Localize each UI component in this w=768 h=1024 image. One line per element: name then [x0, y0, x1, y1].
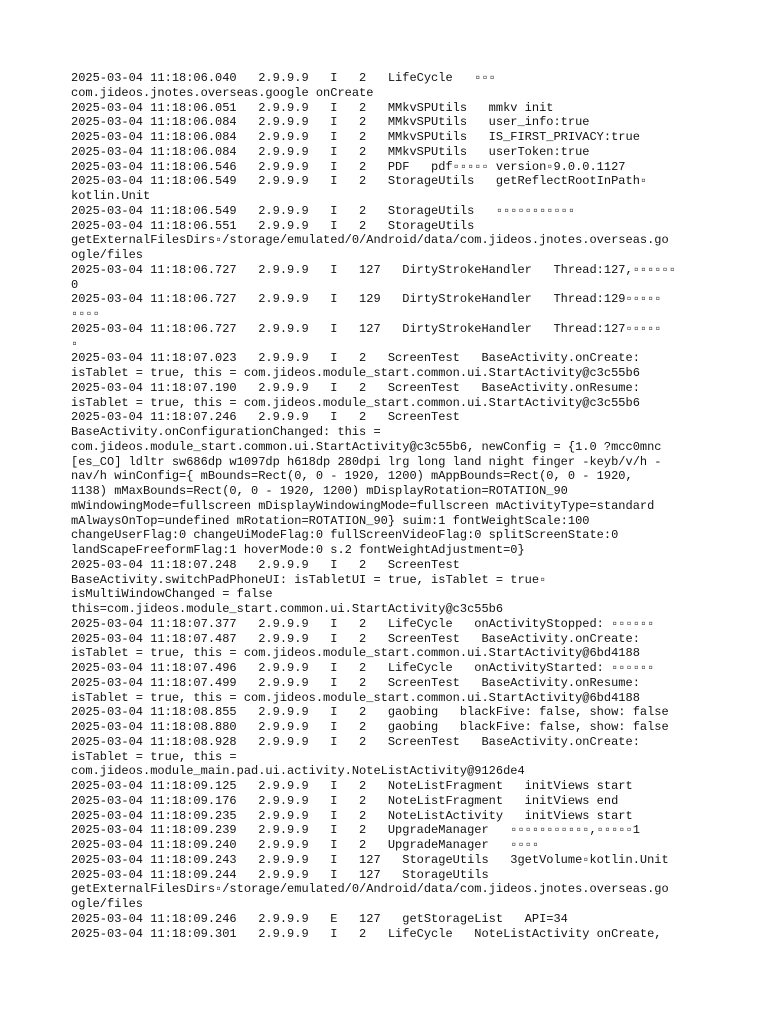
log-entry: 2025-03-04 11:18:09.246 2.9.9.9 E 127 getStorageList API=34	[71, 911, 568, 926]
log-entry: 2025-03-04 11:18:08.855 2.9.9.9 I 2 gaobing blackFive: false, show: false	[71, 705, 669, 720]
log-entry: 2025-03-04 11:18:09.240 2.9.9.9 I 2 UpgradeManager ▫▫▫▫	[71, 838, 540, 852]
log-entry: 2025-03-04 11:18:09.239 2.9.9.9 I 2 UpgradeManager ▫▫▫▫▫▫▫▫▫▫▫,▫▫▫▫▫1	[71, 823, 640, 838]
log-entry: 2025-03-04 11:18:07.496 2.9.9.9 I 2 LifeCycle onActivityStarted: ▫▫▫▫▫▫	[71, 661, 655, 675]
log-entry: 2025-03-04 11:18:08.880 2.9.9.9 I 2 gaobing blackFive: false, show: false	[71, 720, 669, 734]
log-entry: 2025-03-04 11:18:06.727 2.9.9.9 I 127 DirtyStrokeHandler Thread:127▫▫▫▫▫ ▫	[71, 321, 662, 351]
log-entry: 2025-03-04 11:18:07.023 2.9.9.9 I 2 ScreenTest BaseActivity.onCreate: isTablet = true, this = com.jideos.module_start.common.ui.StartActivity@c3c55b6	[71, 351, 640, 380]
log-document	[71, 71, 721, 941]
log-entry: 2025-03-04 11:18:09.244 2.9.9.9 I 127 StorageUtils getExternalFilesDirs▫/storage/emulated/0/Android/data/com.jideos.jnotes.overseas.go ogle/files	[71, 867, 669, 911]
log-entry: 2025-03-04 11:18:09.176 2.9.9.9 I 2 NoteListFragment initViews end	[71, 793, 619, 808]
log-entry: 2025-03-04 11:18:06.051 2.9.9.9 I 2 MMkvSPUtils mmkv init	[71, 100, 554, 115]
log-entry: 2025-03-04 11:18:07.248 2.9.9.9 I 2 ScreenTest BaseActivity.switchPadPhoneUI: isTabletUI = true, isTablet = true▫ isMultiWindowChanged = false this=com.jideos.module_start.common.ui.StartActivity@c3c55b6	[71, 557, 547, 616]
log-entry: 2025-03-04 11:18:09.301 2.9.9.9 I 2 LifeCycle NoteListActivity onCreate,	[71, 926, 662, 941]
log-entry: 2025-03-04 11:18:09.125 2.9.9.9 I 2 NoteListFragment initViews start	[71, 779, 633, 793]
log-entry: 2025-03-04 11:18:06.549 2.9.9.9 I 2 StorageUtils ▫▫▫▫▫▫▫▫▫▫▫	[71, 203, 576, 218]
log-entry: 2025-03-04 11:18:06.551 2.9.9.9 I 2 StorageUtils getExternalFilesDirs▫/storage/emulated/0/Android/data/com.jideos.jnotes.overseas.go ogle/files	[71, 218, 669, 262]
log-entry: 2025-03-04 11:18:06.727 2.9.9.9 I 129 DirtyStrokeHandler Thread:129▫▫▫▫▫ ▫▫▫▫	[71, 292, 662, 321]
log-entry: 2025-03-04 11:18:06.084 2.9.9.9 I 2 MMkvSPUtils IS_FIRST_PRIVACY:true	[71, 130, 640, 144]
log-entry: 2025-03-04 11:18:07.487 2.9.9.9 I 2 ScreenTest BaseActivity.onCreate: isTablet = true, this = com.jideos.module_start.common.ui.StartActivity@6bd4188	[71, 631, 640, 661]
log-entry: 2025-03-04 11:18:07.246 2.9.9.9 I 2 ScreenTest BaseActivity.onConfigurationChanged: this = com.jideos.module_start.common.ui.StartActivity@c3c55b6, newConfig = {1.0 ?mcc0mnc [es_CO] ldltr sw686dp w1097dp h618dp 280dpi lrg long land night finger -keyb/v/h - nav/h winConfig={ mBounds=Rect(0, 0 - 1920, 1200) mAppBounds=Rect(0, 0 - 1920, 1138) mMaxBounds=Rect(0, 0 - 1920, 1200) mDisplayRotation=ROTATION_90 mWindowingMode=fullscreen mDisplayWindowingMode=fullscreen mActivityType=standard mAlwaysOnTop=undefined mRotation=ROTATION_90} suim:1 fontWeightScale:100 changeUserFlag:0 changeUiModeFlag:0 fullScreenVideoFlag:0 splitScreenState:0 landScapeFreeformFlag:1 hoverMode:0 s.2 fontWeightAdjustment=0}	[71, 410, 662, 557]
log-entry: 2025-03-04 11:18:07.377 2.9.9.9 I 2 LifeCycle onActivityStopped: ▫▫▫▫▫▫	[71, 616, 655, 631]
log-entry: 2025-03-04 11:18:08.928 2.9.9.9 I 2 ScreenTest BaseActivity.onCreate: isTablet = true, this = com.jideos.module_main.pad.ui.activity.NoteListActivity@9126de4	[71, 734, 640, 779]
log-entry: 2025-03-04 11:18:06.727 2.9.9.9 I 127 DirtyStrokeHandler Thread:127,▫▫▫▫▫▫ 0	[71, 262, 676, 292]
log-entry: 2025-03-04 11:18:06.549 2.9.9.9 I 2 StorageUtils getReflectRootInPath▫ kotlin.Unit	[71, 174, 648, 203]
log-entry: 2025-03-04 11:18:06.084 2.9.9.9 I 2 MMkvSPUtils userToken:true	[71, 144, 590, 159]
log-entry: 2025-03-04 11:18:09.235 2.9.9.9 I 2 NoteListActivity initViews start	[71, 808, 633, 823]
log-entry: 2025-03-04 11:18:06.546 2.9.9.9 I 2 PDF pdf▫▫▫▫▫ version▫9.0.0.1127	[71, 159, 626, 174]
log-entry: 2025-03-04 11:18:06.040 2.9.9.9 I 2 LifeCycle ▫▫▫ com.jideos.jnotes.overseas.google onCreate	[71, 71, 496, 100]
log-entry: 2025-03-04 11:18:07.190 2.9.9.9 I 2 ScreenTest BaseActivity.onResume: isTablet = true, this = com.jideos.module_start.common.ui.StartActivity@c3c55b6	[71, 380, 640, 410]
log-entry: 2025-03-04 11:18:07.499 2.9.9.9 I 2 ScreenTest BaseActivity.onResume: isTablet = true, this = com.jideos.module_start.common.ui.StartActivity@6bd4188	[71, 675, 640, 705]
log-entry: 2025-03-04 11:18:06.084 2.9.9.9 I 2 MMkvSPUtils user_info:true	[71, 115, 590, 130]
log-entry: 2025-03-04 11:18:09.243 2.9.9.9 I 127 StorageUtils 3getVolume▫kotlin.Unit	[71, 852, 669, 867]
